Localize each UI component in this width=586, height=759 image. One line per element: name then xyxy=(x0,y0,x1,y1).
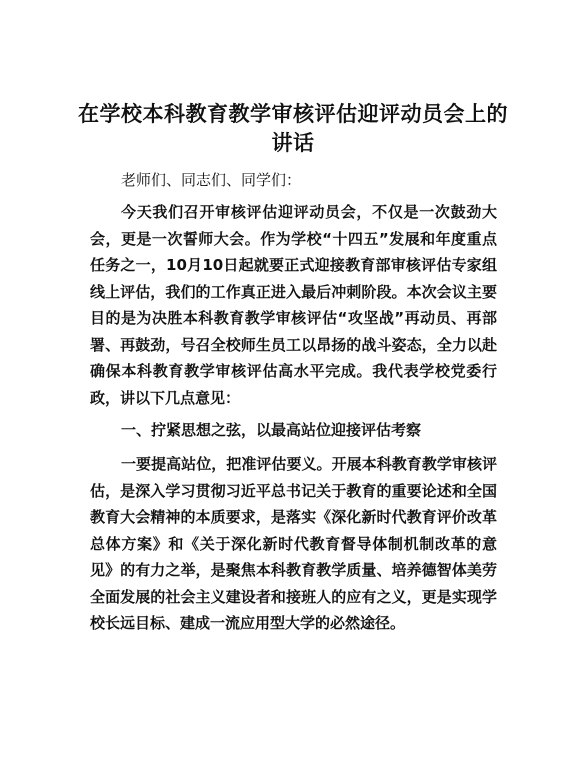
section-heading-1: 一、拧紧思想之弦，以最高站位迎接评估考察 xyxy=(121,421,422,439)
paragraph-opening: 今天我们召开审核评估迎评动员会，不仅是一次鼓劲大会，更是一次誓师大会。作为学校“十四五”发展和年度重点任务之一，10月10日起就要正式迎接教育部审核评估专家组线上评估，我们的工作真正进入最后冲刺阶段。本次会议主要目的是为决胜本科教育教学审核评估“攻坚战”再动员、再部署、再鼓劲，号召全校师生员工以昂扬的战斗姿态，全力以赴确保本科教育教学审核评估高水平完成。我代表学校党委行政，讲以下几点意见： xyxy=(90,203,497,407)
paragraph-point-1: 一要提高站位，把准评估要义。开展本科教育教学审核评估，是深入学习贯彻习近平总书记关于教育的重要论述和全国教育大会精神的本质要求，是落实《深化新时代教育评价改革总体方案》和《关于深化新时代教育督导体制机制改革的意见》的有力之举，是聚焦本科教育教学质量、培养德智体美劳全面发展的社会主义建设者和接班人的应有之义，更是实现学校长远目标、建成一流应用型大学的必然途径。 xyxy=(90,455,497,632)
document-title: 在学校本科教育教学审核评估迎评动员会上的讲话 xyxy=(78,102,508,155)
salutation: 老师们、同志们、同学们： xyxy=(121,171,302,189)
